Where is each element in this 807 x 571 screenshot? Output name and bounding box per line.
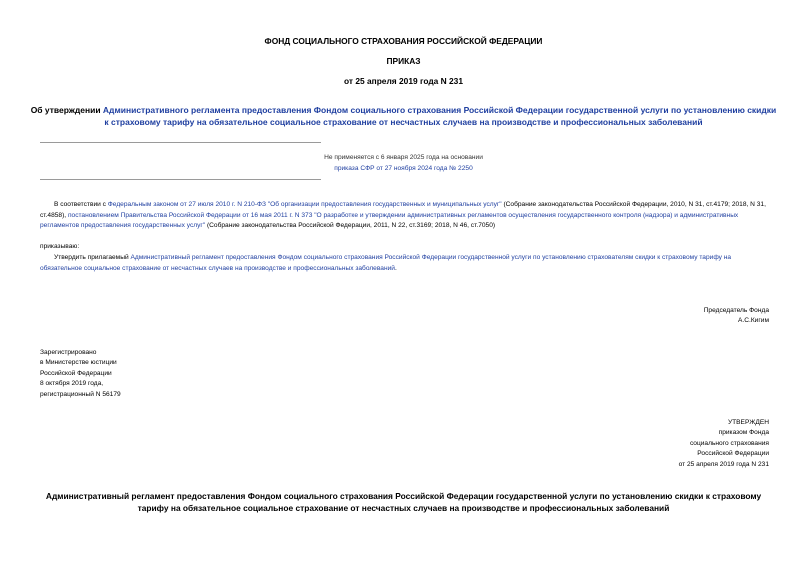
government-resolution-link[interactable]: постановлением Правительства Российской Федерации от 16 мая 2011 г. N 373 "О разработке и утверждении административных регламентов осуществления государственного контроля (надзора) и административных регламентов предоставления государственных услуг" (40, 211, 739, 229)
signature-name: А.С.Кигим (738, 317, 769, 325)
registration-line: регистрационный N 56179 (40, 390, 121, 398)
registration-line: Зарегистрировано (40, 349, 97, 356)
organization-heading: ФОНД СОЦИАЛЬНОГО СТРАХОВАНИЯ РОССИЙСКОЙ ФЕДЕРАЦИИ (264, 36, 543, 46)
federal-law-link[interactable]: Федеральным законом от 27 июля 2010 г. N 210-ФЗ "Об организации предоставления государственных и муниципальных услуг" (107, 201, 502, 208)
preamble-text-2: (Собрание законодательства Российской Федерации, 2010, N 31, ст.4179; 2018, N 31, ст.4858), (40, 201, 766, 219)
notice-line-1: Не применяется с 6 января 2025 года на основании (324, 154, 483, 161)
order-word: приказываю: (40, 243, 80, 250)
approved-line: приказом Фонда (718, 429, 769, 437)
preamble-text-1: В соответствии с (54, 201, 108, 208)
regulation-title: Административный регламент предоставления Фондом социального страхования Российской Федерации государственной услуги по установлению скидки к страховому тарифу на обязательное социальное страхование от несчастных случаев на производстве и профессиональных заболеваний (45, 491, 762, 513)
approved-line: социального страхования (689, 439, 769, 447)
document-date-number: от 25 апреля 2019 года N 231 (344, 76, 463, 86)
approved-line: от 25 апреля 2019 года N 231 (678, 460, 769, 468)
approve-text-1: Утвердить прилагаемый (54, 254, 131, 261)
divider-bottom (40, 179, 321, 180)
signature-position: Председатель Фонда (703, 307, 769, 314)
notice-order-link[interactable]: приказа СФР от 27 ноября 2024 года № 2250 (334, 164, 473, 172)
approved-line: Российской Федерации (697, 450, 769, 458)
registration-line: Российской Федерации (40, 369, 112, 377)
preamble-text-3: (Собрание законодательства Российской Федерации, 2011, N 22, ст.3169; 2018, N 46, ст.7050) (205, 222, 496, 229)
title-prefix: Об утверждении (30, 105, 103, 115)
document-title (30, 104, 777, 128)
approved-line: УТВЕРЖДЕН (727, 419, 769, 426)
preamble-paragraph (40, 200, 768, 232)
approve-text-2: . (394, 264, 397, 272)
applicability-notice (0, 153, 807, 174)
registration-line: в Министерстве юстиции (40, 359, 117, 367)
document-type: ПРИКАЗ (386, 56, 421, 66)
title-regulation-link[interactable]: Административного регламента предоставления Фондом социального страхования Российской Федерации государственной услуги по установлению скидки к страховому тарифу на обязательное социальное страхование от несчастных случаев на производстве и профессиональных заболеваний (102, 105, 777, 127)
divider-top (40, 142, 321, 143)
registration-line: 8 октября 2019 года, (40, 380, 104, 388)
approve-paragraph (40, 253, 768, 274)
regulation-link[interactable]: Административный регламент предоставления Фондом социального страхования Российской Федерации государственной услуги по установлению страхователям скидки к страховому тарифу на обязательное социальное страхование от несчастных случаев на производстве и профессиональных заболеваний (40, 254, 732, 272)
signature-block (704, 306, 769, 327)
registration-block (40, 348, 121, 400)
approved-block (679, 418, 769, 470)
